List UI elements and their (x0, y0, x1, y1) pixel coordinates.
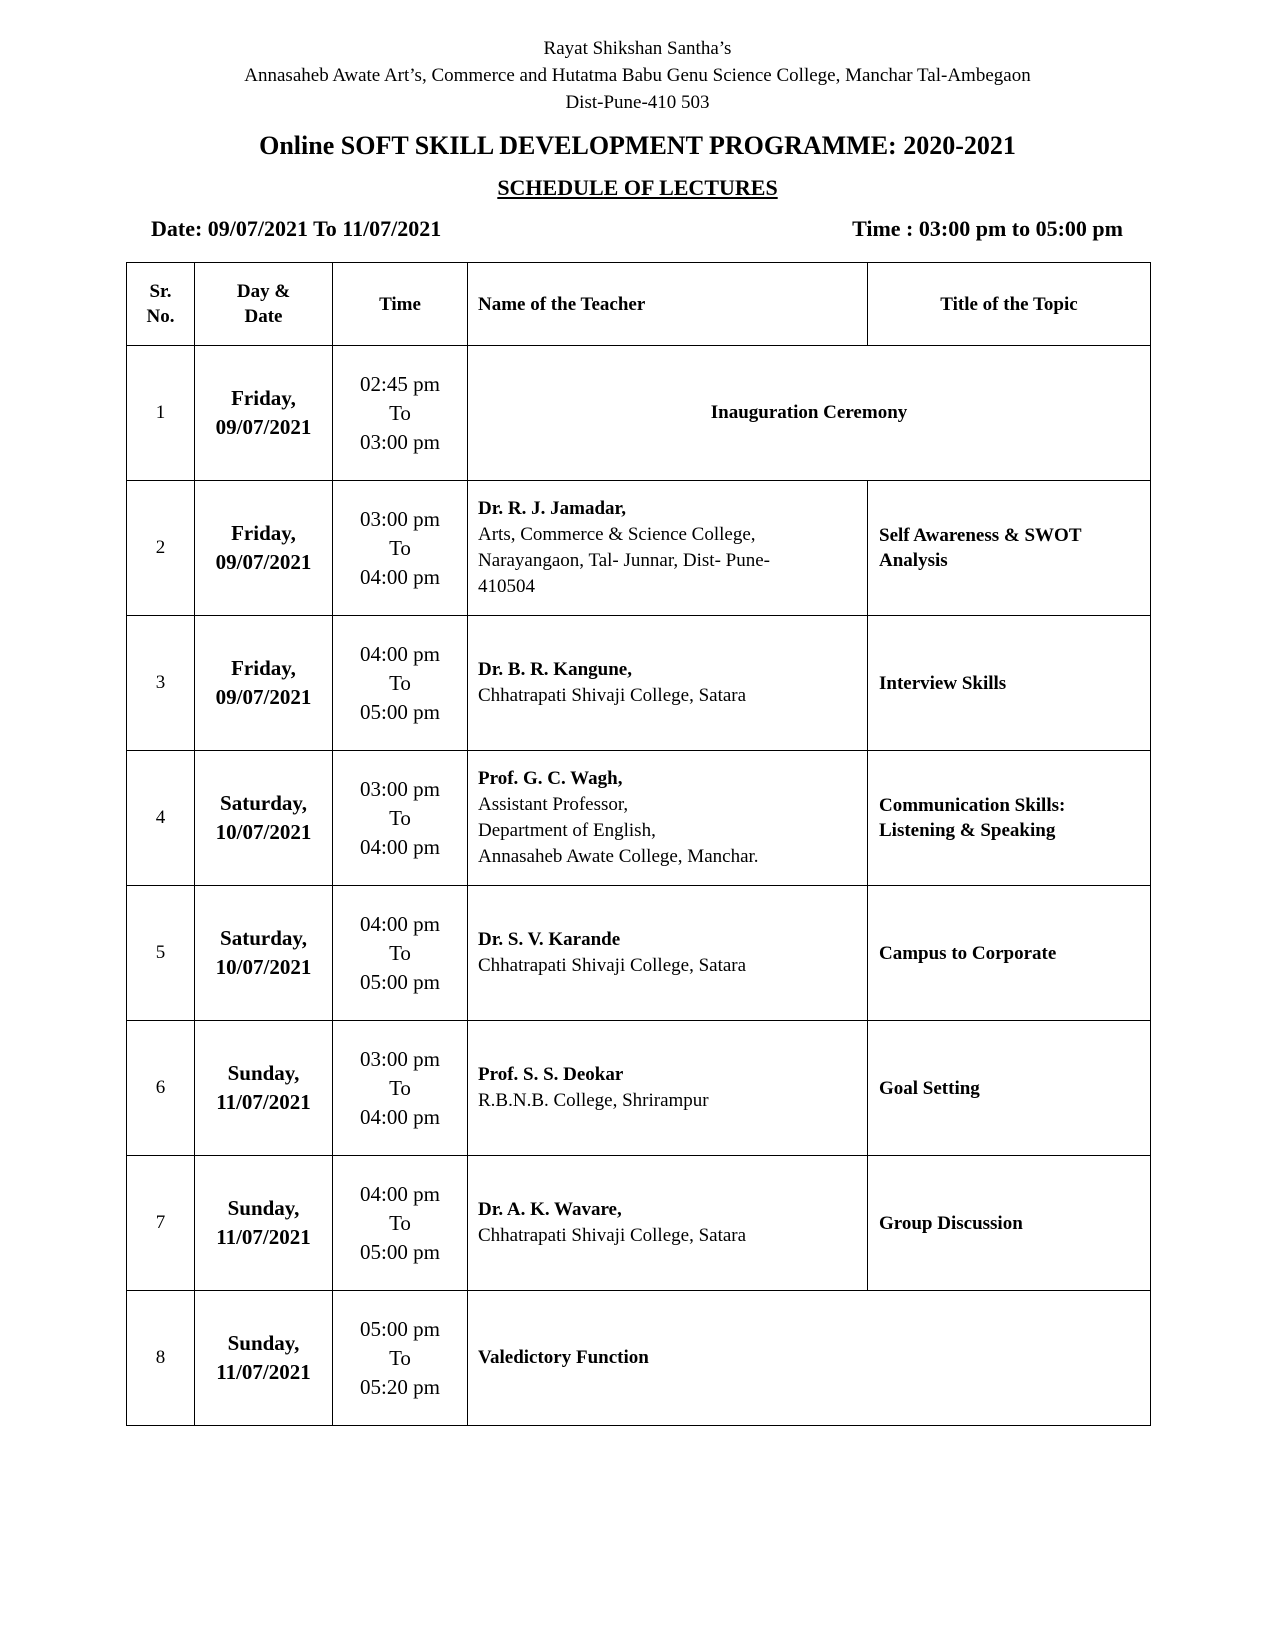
date-label: 11/07/2021 (216, 1225, 311, 1249)
teacher-affiliation-line: 410504 (478, 576, 535, 597)
time-from: 04:00 pm (360, 641, 440, 666)
topic-cell: Campus to Corporate (868, 886, 1151, 1021)
day-label: Saturday, (220, 926, 307, 950)
sr-no-cell: 1 (127, 346, 195, 481)
programme-title: Online SOFT SKILL DEVELOPMENT PROGRAMME: 2020-2021 (259, 131, 1016, 160)
date-label: 09/07/2021 (215, 685, 312, 709)
time-to-label: To (389, 1210, 411, 1235)
time-cell (333, 481, 468, 616)
sr-no-cell: 6 (127, 1021, 195, 1156)
teacher-affiliation-line: Chhatrapati Shivaji College, Satara (478, 1225, 747, 1246)
sr-no-cell: 3 (127, 616, 195, 751)
topic-cell: Communication Skills: Listening & Speaking (868, 751, 1151, 886)
time-to: 04:00 pm (360, 1104, 440, 1129)
time-cell (333, 1156, 468, 1291)
day-label: Sunday, (227, 1196, 300, 1220)
time-to: 03:00 pm (360, 429, 440, 454)
table-header-row (127, 263, 1151, 346)
time-range: Time : 03:00 pm to 05:00 pm (852, 216, 1123, 241)
column-header-time: Time (333, 263, 468, 346)
teacher-name: Dr. B. R. Kangune, (478, 659, 632, 680)
topic-cell: Goal Setting (868, 1021, 1151, 1156)
column-header-teacher: Name of the Teacher (468, 263, 868, 346)
sr-no-cell: 2 (127, 481, 195, 616)
time-from: 02:45 pm (360, 371, 440, 396)
day-label: Sunday, (227, 1331, 300, 1355)
table-row (127, 886, 1151, 1021)
topic-cell: Interview Skills (868, 616, 1151, 751)
time-to: 05:00 pm (360, 699, 440, 724)
time-to: 04:00 pm (360, 564, 440, 589)
time-to-label: To (389, 1345, 411, 1370)
table-row (127, 1021, 1151, 1156)
day-date-cell (195, 1156, 333, 1291)
teacher-name: Prof. G. C. Wagh, (478, 768, 623, 789)
time-from: 04:00 pm (360, 911, 440, 936)
time-to: 05:00 pm (360, 969, 440, 994)
day-date-cell (195, 346, 333, 481)
schedule-table (126, 262, 1151, 1426)
teacher-affiliation-line: Chhatrapati Shivaji College, Satara (478, 955, 747, 976)
teacher-name: Dr. A. K. Wavare, (478, 1199, 622, 1220)
college-address: Dist-Pune-410 503 (565, 92, 710, 113)
sr-no-cell: 8 (127, 1291, 195, 1426)
date-label: 10/07/2021 (215, 955, 312, 979)
teacher-affiliation-line: Department of English, (478, 820, 656, 841)
day-label: Saturday, (220, 791, 307, 815)
time-to-label: To (389, 1075, 411, 1100)
teacher-name: Dr. R. J. Jamadar, (478, 498, 626, 519)
table-row (127, 346, 1151, 481)
time-to: 05:00 pm (360, 1239, 440, 1264)
time-cell (333, 886, 468, 1021)
time-to-label: To (389, 400, 411, 425)
day-label: Friday, (231, 521, 296, 545)
teacher-name: Prof. S. S. Deokar (478, 1064, 624, 1085)
day-date-cell (195, 1021, 333, 1156)
teacher-name: Dr. S. V. Karande (478, 929, 621, 950)
event-cell: Valedictory Function (468, 1291, 1151, 1426)
time-to: 05:20 pm (360, 1374, 440, 1399)
column-header-sr-no: Sr. No. (127, 263, 195, 346)
time-from: 03:00 pm (360, 1046, 440, 1071)
table-row (127, 1291, 1151, 1426)
teacher-cell (468, 481, 868, 616)
time-to-label: To (389, 940, 411, 965)
time-from: 04:00 pm (360, 1181, 440, 1206)
time-cell (333, 1021, 468, 1156)
day-label: Friday, (231, 656, 296, 680)
teacher-affiliation-line: Annasaheb Awate College, Manchar. (478, 846, 759, 867)
teacher-affiliation-line: R.B.N.B. College, Shrirampur (478, 1090, 709, 1111)
date-label: 11/07/2021 (216, 1090, 311, 1114)
day-label: Sunday, (227, 1061, 300, 1085)
sr-no-cell: 7 (127, 1156, 195, 1291)
teacher-cell (468, 1156, 868, 1291)
teacher-affiliation-line: Arts, Commerce & Science College, (478, 524, 756, 545)
time-to-label: To (389, 670, 411, 695)
college-name: Annasaheb Awate Art’s, Commerce and Hutatma Babu Genu Science College, Manchar Tal-Ambegaon (244, 65, 1031, 86)
time-from: 03:00 pm (360, 776, 440, 801)
schedule-title: SCHEDULE OF LECTURES (497, 175, 778, 200)
time-cell (333, 751, 468, 886)
time-from: 03:00 pm (360, 506, 440, 531)
time-cell (333, 616, 468, 751)
teacher-cell (468, 886, 868, 1021)
time-to: 04:00 pm (360, 834, 440, 859)
table-row (127, 1156, 1151, 1291)
topic-cell: Self Awareness & SWOT Analysis (868, 481, 1151, 616)
time-to-label: To (389, 535, 411, 560)
date-range: Date: 09/07/2021 To 11/07/2021 (151, 216, 442, 241)
day-date-cell (195, 481, 333, 616)
table-row (127, 751, 1151, 886)
date-label: 09/07/2021 (215, 415, 312, 439)
teacher-affiliation-line: Chhatrapati Shivaji College, Satara (478, 685, 747, 706)
column-header-day-date: Day & Date (195, 263, 333, 346)
table-row (127, 481, 1151, 616)
teacher-affiliation-line: Narayangaon, Tal- Junnar, Dist- Pune- (478, 550, 770, 571)
teacher-cell (468, 1021, 868, 1156)
event-cell: Inauguration Ceremony (468, 346, 1151, 481)
column-header-topic: Title of the Topic (868, 263, 1151, 346)
day-date-cell (195, 1291, 333, 1426)
date-label: 11/07/2021 (216, 1360, 311, 1384)
date-label: 09/07/2021 (215, 550, 312, 574)
teacher-cell (468, 751, 868, 886)
topic-cell: Group Discussion (868, 1156, 1151, 1291)
time-to-label: To (389, 805, 411, 830)
time-from: 05:00 pm (360, 1316, 440, 1341)
day-date-cell (195, 751, 333, 886)
sr-no-cell: 5 (127, 886, 195, 1021)
time-cell (333, 1291, 468, 1426)
day-date-cell (195, 616, 333, 751)
teacher-affiliation-line: Assistant Professor, (478, 794, 629, 815)
day-label: Friday, (231, 386, 296, 410)
sr-no-cell: 4 (127, 751, 195, 886)
teacher-cell (468, 616, 868, 751)
table-row (127, 616, 1151, 751)
day-date-cell (195, 886, 333, 1021)
time-cell (333, 346, 468, 481)
society-name: Rayat Shikshan Santha’s (543, 38, 732, 59)
date-label: 10/07/2021 (215, 820, 312, 844)
